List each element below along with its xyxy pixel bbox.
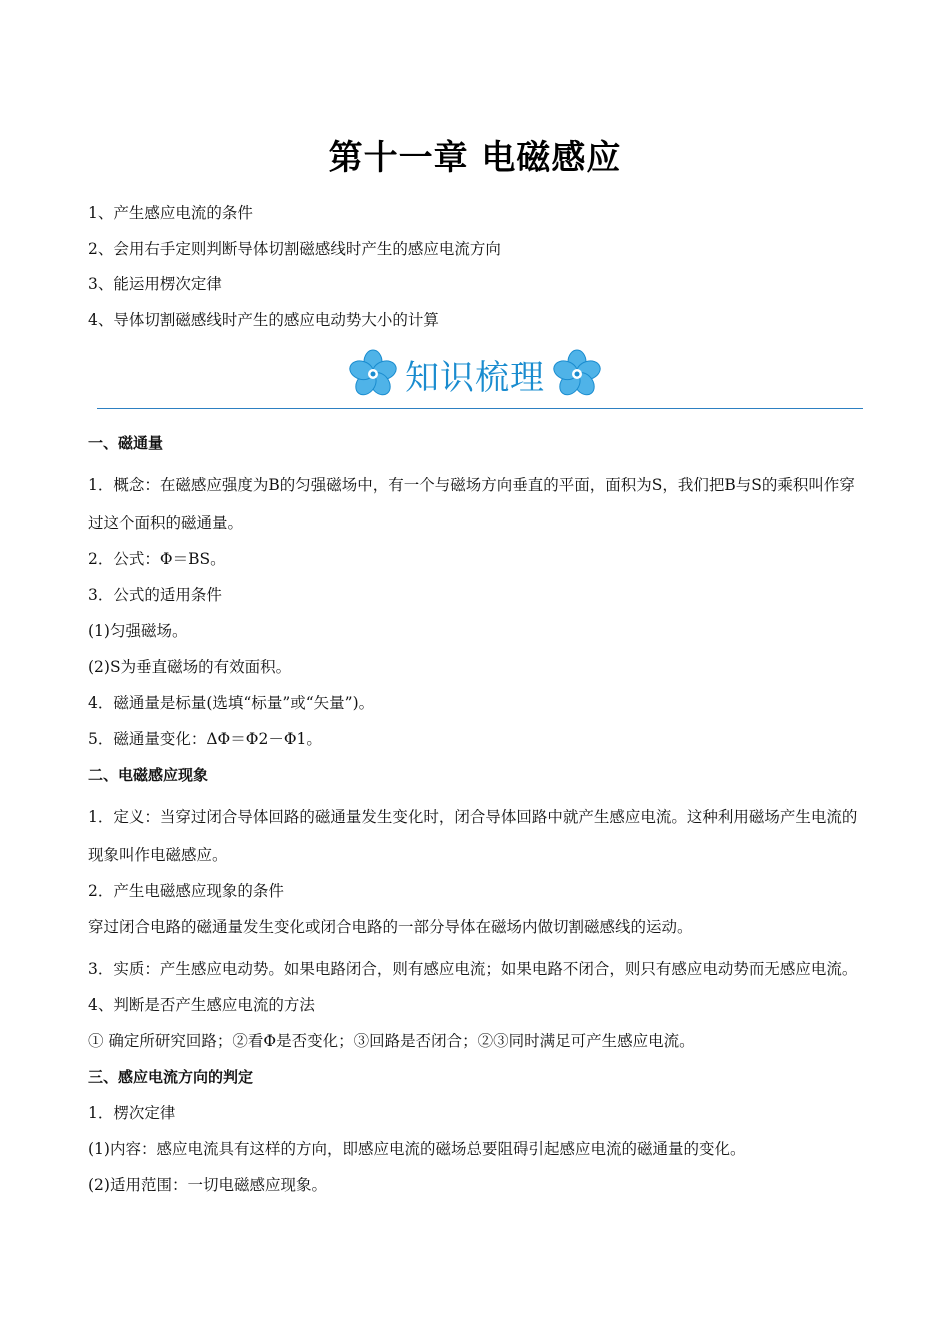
objective-item: 3、能运用楞次定律 <box>88 275 222 293</box>
divider-line <box>97 408 863 409</box>
paragraph: (1)匀强磁场。 <box>88 622 188 640</box>
objective-item: 1、产生感应电流的条件 <box>88 204 253 222</box>
section-heading: 二、电磁感应现象 <box>88 766 209 784</box>
paragraph: (2)适用范围：一切电磁感应现象。 <box>88 1176 327 1194</box>
paragraph: 1．定义：当穿过闭合导体回路的磁通量发生变化时，闭合导体回路中就产生感应电流。这种利用磁场产生电流的现象叫作电磁感应。 <box>88 808 858 864</box>
paragraph: (1)内容：感应电流具有这样的方向，即感应电流的磁场总要阻碍引起感应电流的磁通量的变化。 <box>88 1140 746 1158</box>
section-banner <box>0 344 950 404</box>
banner-title: 知识梳理 <box>405 357 545 398</box>
paragraph: 5．磁通量变化：ΔΦ＝Φ2－Φ1。 <box>88 730 322 748</box>
paragraph: 3．公式的适用条件 <box>88 586 222 604</box>
paragraph: (2)S为垂直磁场的有效面积。 <box>88 658 292 676</box>
flower-icon <box>551 348 603 400</box>
paragraph: 3．实质：产生感应电动势。如果电路闭合，则有感应电流；如果电路不闭合，则只有感应电动势而无感应电流。 <box>88 960 858 978</box>
paragraph: 1．楞次定律 <box>88 1104 176 1122</box>
paragraph: 1．概念：在磁感应强度为B的匀强磁场中，有一个与磁场方向垂直的平面，面积为S，我们把B与S的乘积叫作穿过这个面积的磁通量。 <box>88 476 855 532</box>
paragraph: 2．产生电磁感应现象的条件 <box>88 882 284 900</box>
section-heading: 一、磁通量 <box>88 434 164 452</box>
paragraph: 穿过闭合电路的磁通量发生变化或闭合电路的一部分导体在磁场内做切割磁感线的运动。 <box>88 918 693 936</box>
paragraph: 2．公式：Φ＝BS。 <box>88 550 226 568</box>
section-heading: 三、感应电流方向的判定 <box>88 1068 254 1086</box>
content-body <box>88 430 868 1208</box>
flower-icon <box>347 348 399 400</box>
objective-item: 2、会用右手定则判断导体切割磁感线时产生的感应电流方向 <box>88 239 501 258</box>
paragraph: ① 确定所研究回路；②看Φ是否变化；③回路是否闭合；②③同时满足可产生感应电流。 <box>88 1032 695 1050</box>
learning-objectives <box>88 200 878 342</box>
paragraph: 4、判断是否产生感应电流的方法 <box>88 996 315 1014</box>
objective-item: 4、导体切割磁感线时产生的感应电动势大小的计算 <box>88 310 439 329</box>
chapter-title: 第十一章 电磁感应 <box>328 138 622 178</box>
paragraph: 4．磁通量是标量(选填“标量”或“矢量”)。 <box>88 694 375 712</box>
